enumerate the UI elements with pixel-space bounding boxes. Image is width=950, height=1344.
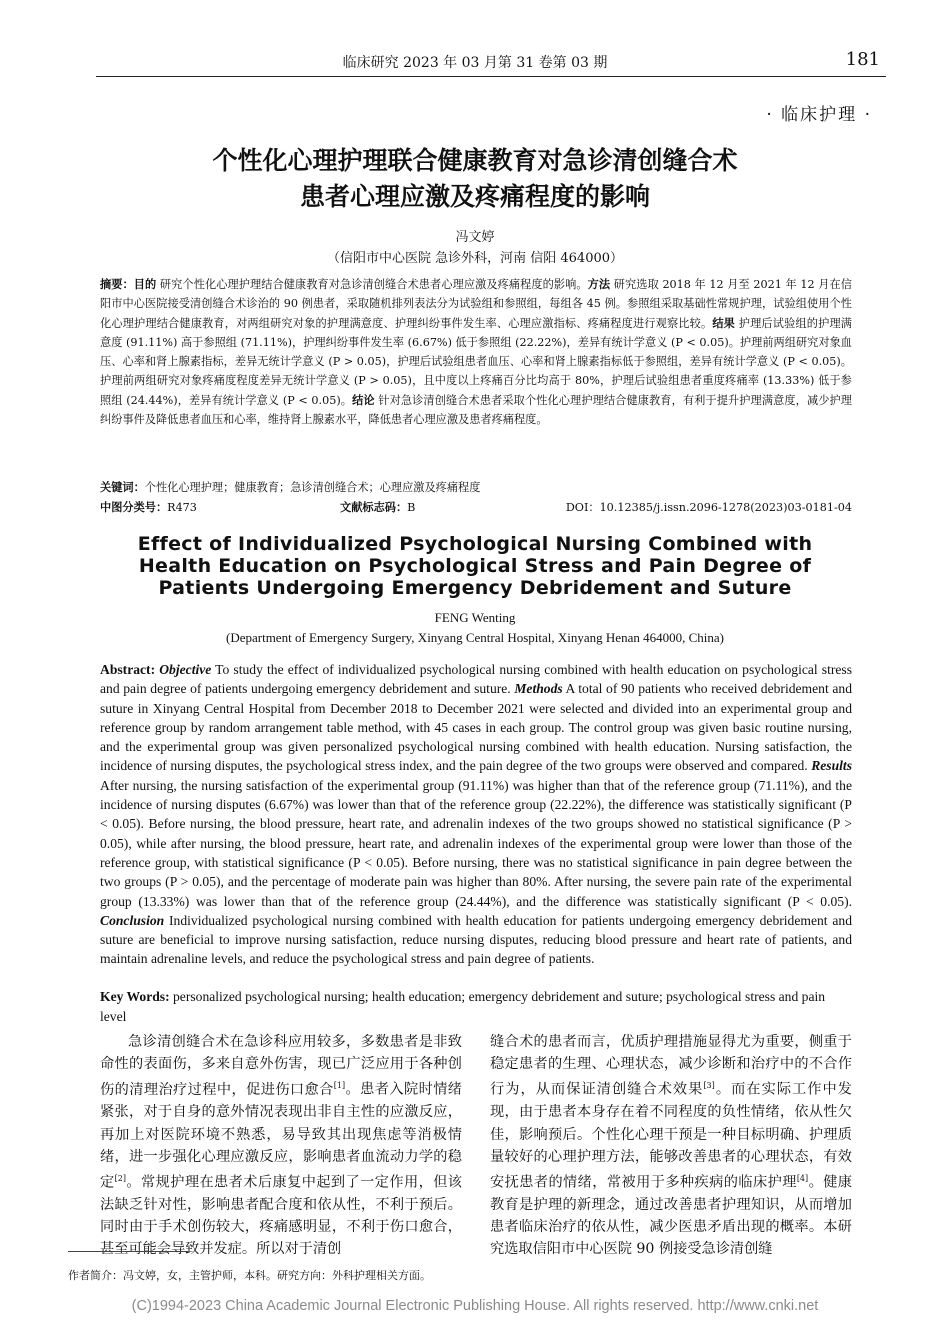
- citation-3[interactable]: [3]: [703, 1081, 715, 1091]
- body-left-column: [100, 1031, 462, 1261]
- cn-title-line-2: 患者心理应激及疼痛程度的影响: [299, 182, 650, 211]
- body-right-text-c: 。健康教育是护理的新理念，通过改善患者护理知识，从而增加患者临床治疗的依从性，减少医患矛盾出现的概率。本研究选取信阳市中心医院 90 例接受急诊清创缝: [490, 1174, 852, 1258]
- body-right-column: [490, 1031, 852, 1261]
- doi-value: 10.12385/j.issn.2096-1278(2023)03-0181-04: [599, 501, 852, 514]
- cn-affiliation: （信阳市中心医院 急诊外科，河南 信阳 464000）: [326, 251, 624, 266]
- en-keywords-label: Key Words:: [100, 989, 170, 1004]
- cn-keywords-text: 个性化心理护理；健康教育；急诊清创缝合术；心理应激及疼痛程度: [144, 481, 481, 494]
- citation-4[interactable]: [4]: [796, 1173, 809, 1183]
- cn-objective-label: 目的: [133, 278, 157, 291]
- en-objective-label: Objective: [159, 662, 212, 677]
- en-result-label: Results: [811, 758, 852, 774]
- en-method-text: A total of 90 patients who received debridement and suture in Xinyang Central Hospital from December 2018 to December 2021 were selected and divided into an experimental group and reference group by random arrangement table method, with 45 cases in each group. The control group was given basic routine nursing, and the experimental group was given personalized psychological nursing combined with health education. Nursing satisfaction, the incidence of nursing disputes, the psychological stress index, and the pain degree of the two groups were observed and compared.: [100, 681, 852, 774]
- clc-label: 中图分类号：: [100, 501, 168, 514]
- body-right-text-b: 。而在实际工作中发现，由于患者本身存在着不同程度的负性情绪，依从性欠佳，影响预后。个性化心理干预是一种目标明确、护理质量较好的心理护理方法，能够改善患者的心理状态，有效安抚患者的情绪，常被用于多种疾病的临床护理: [490, 1082, 852, 1191]
- cn-title-line-1: 个性化心理护理联合健康教育对急诊清创缝合术: [212, 146, 738, 175]
- en-affiliation: (Department of Emergency Surgery, Xinyang Central Hospital, Xinyang Henan 464000, China): [226, 630, 724, 645]
- cn-method-text: 研究选取 2018 年 12 月至 2021 年 12 月在信阳市中心医院接受清创缝合术诊治的 90 例患者，采取随机排列表法分为试验组和参照组，每组各 45 例。参照组采取基础性常规护理，试验组使用个性化心理护理结合健康教育，对两组研究对象的护理满意度、护理纠纷事件发生率、心理应激指标、疼痛程度进行观察比较。: [100, 278, 852, 330]
- cn-abstract: [100, 275, 852, 429]
- section-label: · 临床护理 ·: [766, 105, 872, 125]
- body-left-text-b: 。患者入院时情绪紧张，对于自身的意外情况表现出非自主性的应激反应，再加上对医院环境不熟悉，易导致其出现焦虑等消极情绪，进一步强化心理应激反应，影响患者血流动力学的稳定: [100, 1082, 462, 1191]
- author-footnote: 作者简介：冯文婷，女，主管护师，本科。研究方向：外科护理相关方面。: [68, 1269, 431, 1282]
- cn-result-label: 结果: [712, 316, 736, 330]
- en-title-line-1: Effect of Individualized Psychological Nursing Combined with: [137, 533, 813, 555]
- citation-1[interactable]: [1]: [333, 1081, 346, 1091]
- en-objective-text: To study the effect of individualized psychological nursing combined with health education on psychological stress and pain degree of patients undergoing emergency debridement and suture.: [100, 662, 852, 697]
- en-keywords-text: personalized psychological nursing; health education; emergency debridement and suture; psychological stress and pain level: [100, 989, 826, 1024]
- citation-2[interactable]: [2]: [114, 1173, 126, 1183]
- cn-abstract-label: 摘要：: [100, 278, 134, 291]
- cn-result-text: 护理后试验组的护理满意度 (91.11%) 高于参照组 (71.11%)，护理纠纷事件发生率 (6.67%) 低于参照组 (22.22%)，差异有统计学意义 (P < 0.05)。护理前两组研究对象血压、心率和肾上腺素指标，差异无统计学意义 (P > 0.05)，护理后试验组患者血压、心率和肾上腺素指标低于参照组，差异有统计学意义 (P < 0.05)。护理前两组研究对象疼痛度程度差异无统计学意义 (P > 0.05)，且中度以上疼痛百分比均高于 80%，护理后试验组患者重度疼痛率 (13.33%) 低于参照组 (24.44%)，差异有统计学意义 (P < 0.05)。: [100, 316, 852, 407]
- en-abstract: [100, 660, 852, 969]
- page-number: 181: [845, 49, 880, 70]
- cn-author: 冯文婷: [455, 230, 495, 245]
- doi-label: DOI：: [565, 501, 600, 514]
- en-conclusion-label: Conclusion: [100, 912, 165, 928]
- cn-keywords: [100, 479, 852, 495]
- body-left-text-a: 急诊清创缝合术在急诊科应用较多，多数患者是非致命性的表面伤，多来自意外伤害，现已广泛应用于各种创伤的清理治疗过程中，促进伤口愈合: [100, 1034, 462, 1099]
- cn-objective-text: 研究个性化心理护理结合健康教育对急诊清创缝合术患者心理应激及疼痛程度的影响。: [159, 278, 588, 291]
- en-title-line-3: Patients Undergoing Emergency Debridement and Suture: [158, 577, 792, 599]
- body-right-text-a: 缝合术的患者而言，优质护理措施显得尤为重要，侧重于稳定患者的生理、心理状态，减少诊断和治疗中的不合作行为，从而保证清创缝合术效果: [490, 1034, 852, 1099]
- en-title: [0, 533, 950, 599]
- header-rule: [96, 76, 886, 77]
- en-author: FENG Wenting: [434, 610, 516, 625]
- cn-method-label: 方法: [587, 278, 611, 291]
- en-title-line-2: Health Education on Psychological Stress and Pain Degree of: [138, 555, 812, 577]
- en-method-label: Methods: [514, 681, 563, 697]
- clc-value: R473: [167, 501, 197, 514]
- footnote-rule: [68, 1251, 188, 1252]
- en-result-text: After nursing, the nursing satisfaction of the experimental group (91.11%) was higher than that of the reference group (71.11%), and the incidence of nursing disputes (6.67%) was lower than that of the reference group (22.22%), the difference was statistically significant (P < 0.05). Before nursing, the blood pressure, heart rate, and adrenalin indexes of the two groups showed no statistical significance (P > 0.05), while after nursing, the blood pressure, heart rate, and adrenalin indexes of the experimental group were lower than those of the reference group, with statistical significance (P < 0.05). Before nursing, there was no statistical significance in pain degree between the two groups (P > 0.05), and the percentage of moderate pain was higher than 80%. After nursing, the severe pain rate of the experimental group (13.33%) was lower than that of the reference group (24.44%), and the difference was statistically significant (P < 0.05).: [100, 777, 852, 909]
- body-left-text-c: 。常规护理在患者术后康复中起到了一定作用，但该法缺乏针对性，影响患者配合度和依从性，不利于预后。同时由于手术创伤较大，疼痛感明显，不利于伤口愈合，甚至可能会导致并发症。所以对于清创: [100, 1174, 462, 1258]
- en-conclusion-text: Individualized psychological nursing combined with health education for patients undergoing emergency debridement and suture are beneficial to improve nursing satisfaction, reduce nursing disputes, reducing blood pressure and heart rate of patients, and maintain adrenaline levels, and reduce the psychological stress and pain degree of patients.: [100, 912, 852, 967]
- doccode-label: 文献标志码：: [340, 501, 408, 514]
- journal-header: 临床研究 2023 年 03 月第 31 卷第 03 期: [342, 55, 608, 71]
- cn-conclusion-text: 针对急诊清创缝合术患者采取个性化心理护理结合健康教育，有利于提升护理满意度，减少护理纠纷事件及降低患者血压和心率，维持肾上腺素水平，降低患者心理应激及患者疼痛程度。: [100, 393, 852, 427]
- en-keywords: [100, 987, 852, 1026]
- cn-conclusion-label: 结论: [352, 393, 375, 407]
- en-abstract-label: Abstract:: [100, 662, 156, 677]
- cn-keywords-label: 关键词：: [100, 481, 145, 494]
- doccode-value: B: [407, 501, 416, 514]
- copyright-watermark: (C)1994-2023 China Academic Journal Electronic Publishing House. All rights reserved. http://www.cnki.net: [131, 1298, 819, 1314]
